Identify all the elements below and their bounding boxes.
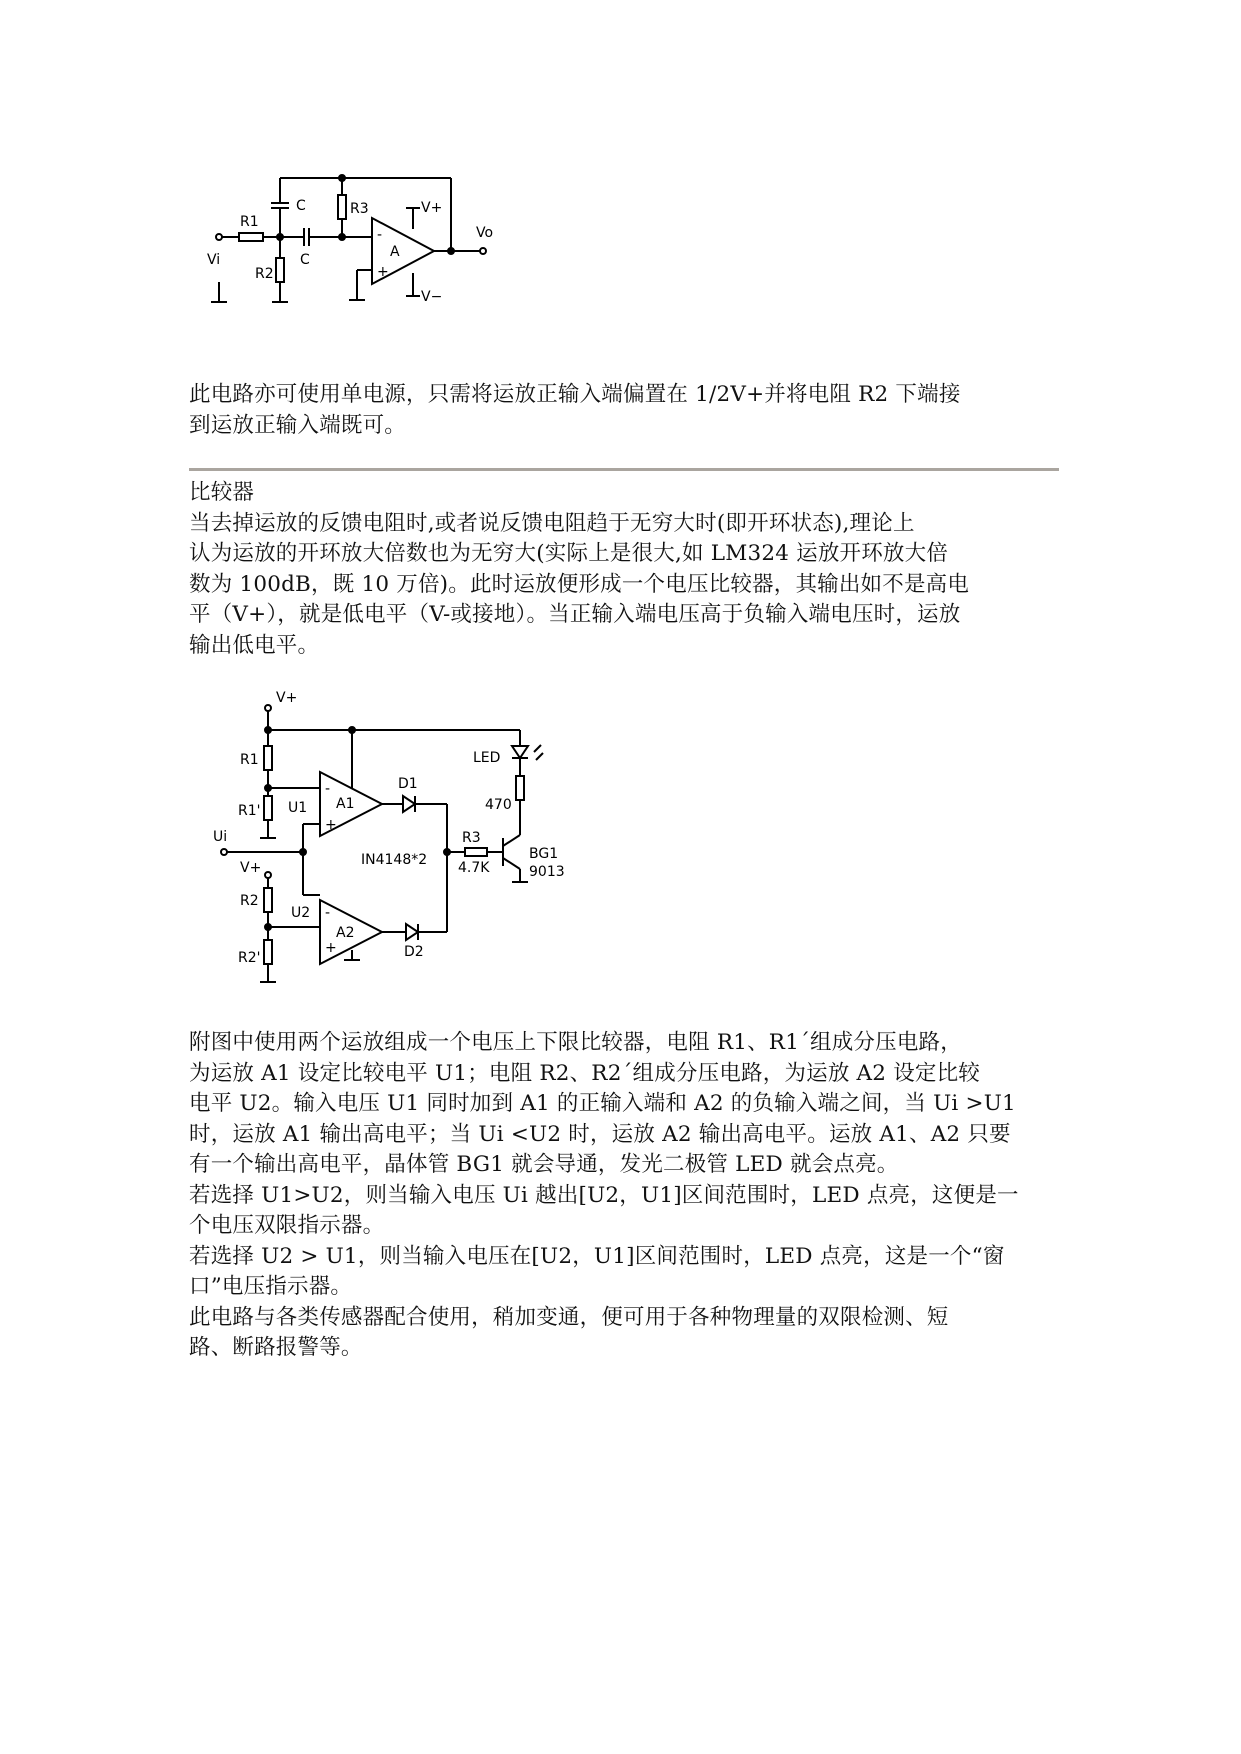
label-u1: U1 xyxy=(288,800,308,816)
text-line: 到运放正输入端既可。 xyxy=(189,412,407,438)
paragraph-single-supply xyxy=(189,380,1059,441)
text-line: 时，运放 A1 输出高电平；当 Ui <U2 时，运放 A2 输出高电平。运放 A1、A2 只要 xyxy=(189,1121,1011,1147)
filter-circuit-diagram xyxy=(200,160,530,320)
label-vi: Vi xyxy=(207,252,221,268)
label-vminus: V− xyxy=(421,289,443,305)
label-d2: D2 xyxy=(404,944,424,960)
label-r2: R2 xyxy=(240,893,259,909)
text-line: 输出低电平。 xyxy=(189,632,320,658)
text-line: 认为运放的开环放大倍数也为无穷大(实际上是很大,如 LM324 运放开环放大倍 xyxy=(189,541,949,566)
text-line: 电平 U2。输入电压 U1 同时加到 A1 的正输入端和 A2 的负输入端之间，当 Ui >U1 xyxy=(189,1091,1016,1116)
text-line: 此电路亦可使用单电源，只需将运放正输入端偏置在 1/2V+并将电阻 R2 下端接 xyxy=(189,382,961,407)
label-vplus: V+ xyxy=(421,200,443,216)
label-r3: R3 xyxy=(462,830,481,846)
label-bg1: BG1 xyxy=(529,846,559,862)
label-d1: D1 xyxy=(398,776,418,792)
label-plus: + xyxy=(377,264,389,280)
label-vplus-top: V+ xyxy=(276,690,298,706)
label-r3-value: 4.7K xyxy=(458,860,490,876)
window-comparator-diagram xyxy=(200,685,570,1000)
text-line: 为运放 A1 设定比较电平 U1；电阻 R2、R2´组成分压电路，为运放 A2 设定比较 xyxy=(189,1060,981,1086)
label-a2: A2 xyxy=(336,925,355,941)
text-line: 当去掉运放的反馈电阻时,或者说反馈电阻趋于无穷大时(即开环状态),理论上 xyxy=(189,510,915,536)
text-line: 此电路与各类传感器配合使用，稍加变通，便可用于各种物理量的双限检测、短 xyxy=(189,1304,949,1330)
text-line: 个电压双限指示器。 xyxy=(189,1213,385,1238)
label-r1-prime: R1' xyxy=(238,803,261,819)
label-vplus-low: V+ xyxy=(240,860,262,876)
section-divider xyxy=(189,468,1059,471)
text-line: 若选择 U2 > U1，则当输入电压在[U2，U1]区间范围时，LED 点亮，这是一个“窗 xyxy=(189,1243,1005,1269)
label-r2: R2 xyxy=(255,266,274,282)
label-r1: R1 xyxy=(240,214,259,230)
label-a2-minus: - xyxy=(325,905,331,921)
label-u2: U2 xyxy=(291,905,311,921)
label-a1: A1 xyxy=(336,796,355,812)
label-diode-part: IN4148*2 xyxy=(361,852,428,868)
text-line: 若选择 U1>U2，则当输入电压 Ui 越出[U2，U1]区间范围时，LED 点亮，这便是一 xyxy=(189,1182,1019,1208)
text-line: 平（V+），就是低电平（V-或接地）。当正输入端电压高于负输入端电压时，运放 xyxy=(189,602,961,627)
label-ui: Ui xyxy=(213,829,228,845)
label-r-led: 470 xyxy=(485,797,512,813)
text-line: 附图中使用两个运放组成一个电压上下限比较器，电阻 R1、R1´组成分压电路， xyxy=(189,1030,962,1055)
paragraph-comparator xyxy=(189,478,1059,661)
label-a1-plus: + xyxy=(325,817,337,833)
label-r3: R3 xyxy=(350,201,369,217)
label-opamp: A xyxy=(390,244,400,260)
section-heading: 比较器 xyxy=(189,480,255,505)
text-line: 路、断路报警等。 xyxy=(189,1335,363,1360)
text-line: 口”电压指示器。 xyxy=(189,1274,353,1299)
label-bg1-part: 9013 xyxy=(529,864,565,880)
label-c-top: C xyxy=(296,198,306,214)
paragraph-window-comparator xyxy=(189,1028,1059,1364)
text-line: 数为 100dB，既 10 万倍)。此时运放便形成一个电压比较器，其输出如不是高电 xyxy=(189,571,970,597)
label-vo: Vo xyxy=(476,225,494,241)
label-led: LED xyxy=(473,750,501,766)
label-r1: R1 xyxy=(240,752,259,768)
label-a2-plus: + xyxy=(325,940,337,956)
label-a1-minus: - xyxy=(325,781,331,797)
label-minus: - xyxy=(377,227,383,243)
text-line: 有一个输出高电平，晶体管 BG1 就会导通，发光二极管 LED 就会点亮。 xyxy=(189,1152,899,1177)
label-r2-prime: R2' xyxy=(238,950,261,966)
label-c-mid: C xyxy=(300,252,310,268)
